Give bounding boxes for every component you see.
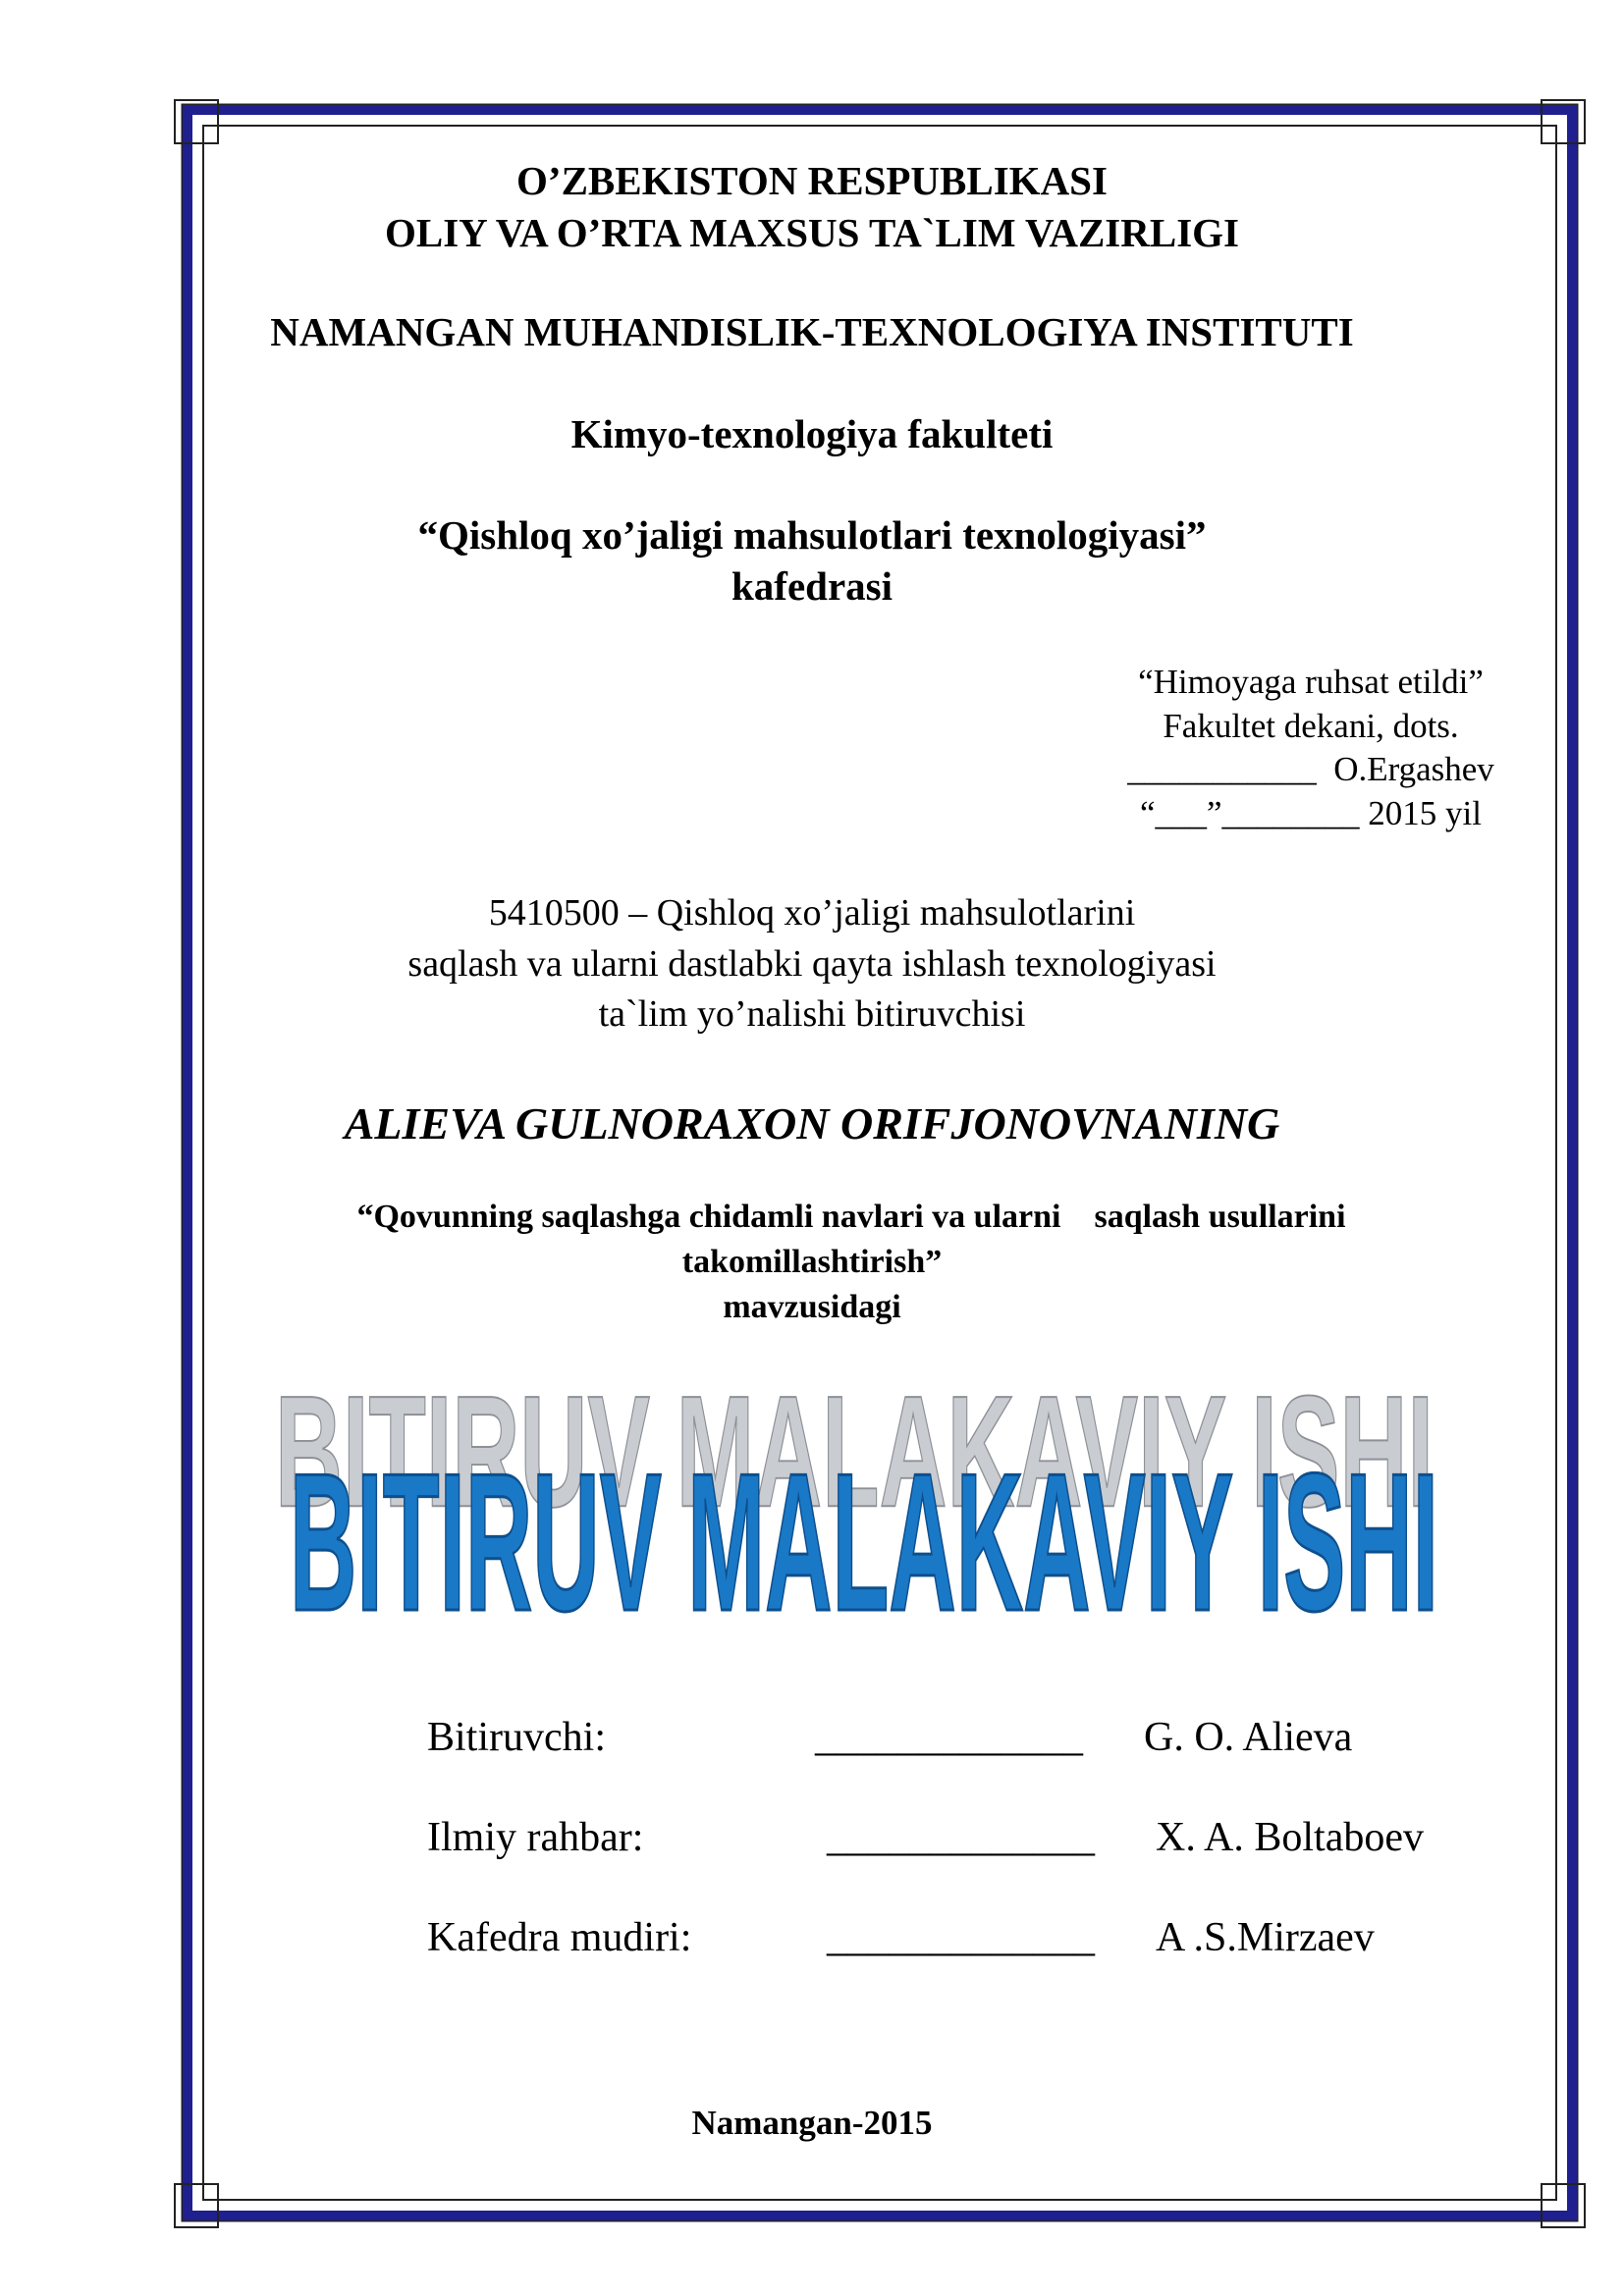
signature-line: _____________ bbox=[827, 1815, 1095, 1860]
institute-title: NAMANGAN MUHANDISLIK-TEXNOLOGIYA INSTITUTI bbox=[270, 309, 1354, 354]
approval-line2: Fakultet dekani, dots. bbox=[1163, 707, 1459, 745]
signature-name: X. A. Boltaboev bbox=[1156, 1815, 1424, 1860]
specialty-line1: 5410500 – Qishloq xo’jaligi mahsulotlarini bbox=[488, 892, 1136, 934]
topic-line3: mavzusidagi bbox=[723, 1289, 901, 1325]
approval-dean-signature bbox=[1056, 750, 1566, 789]
signature-line: _____________ bbox=[815, 1715, 1083, 1760]
country-title: O’ZBEKISTON RESPUBLIKASI bbox=[516, 158, 1108, 203]
topic-line2: takomillashtirish” bbox=[681, 1244, 943, 1280]
department-line2: kafedrasi bbox=[731, 563, 893, 609]
ministry-title: OLIY VA O’RTA MAXSUS TA`LIM VAZIRLIGI bbox=[384, 210, 1240, 255]
specialty-line2: saqlash va ularni dastlabki qayta ishlash texnologiyasi bbox=[407, 943, 1217, 985]
signature-line: _____________ bbox=[827, 1915, 1095, 1960]
city-year: Namangan-2015 bbox=[691, 2104, 933, 2142]
approval-signature-line: ___________ bbox=[1127, 750, 1317, 788]
signature-name: A .S.Mirzaev bbox=[1156, 1915, 1375, 1960]
signature-name: G. O. Alieva bbox=[1144, 1715, 1353, 1760]
dean-name: O.Ergashev bbox=[1333, 750, 1494, 788]
work-title-wordart bbox=[265, 1345, 1463, 1629]
approval-line1: “Himoyaga ruhsat etildi” bbox=[1138, 663, 1484, 701]
specialty-line3: ta`lim yo’nalishi bitiruvchisi bbox=[598, 993, 1026, 1035]
work-title-text: BITIRUV MALAKAVIY ISHI bbox=[290, 1433, 1438, 1629]
work-title-shadow: BITIRUV MALAKAVIY ISHI bbox=[274, 1363, 1434, 1541]
department-line1: “Qishloq xo’jaligi mahsulotlari texnologiyasi” bbox=[417, 512, 1207, 558]
signature-role: Kafedra mudiri: bbox=[427, 1915, 692, 1960]
topic-line1: “Qovunning saqlashga chidamli navlari va ularni saqlash usullarini bbox=[356, 1199, 1346, 1235]
signature-role: Bitiruvchi: bbox=[427, 1715, 606, 1760]
student-name: ALIEVA GULNORAXON ORIFJONOVNANING bbox=[344, 1098, 1280, 1148]
approval-date: “___”________ 2015 yil bbox=[1139, 794, 1483, 832]
faculty-title: Kimyo-texnologiya fakulteti bbox=[570, 411, 1054, 456]
signature-role: Ilmiy rahbar: bbox=[427, 1815, 644, 1860]
